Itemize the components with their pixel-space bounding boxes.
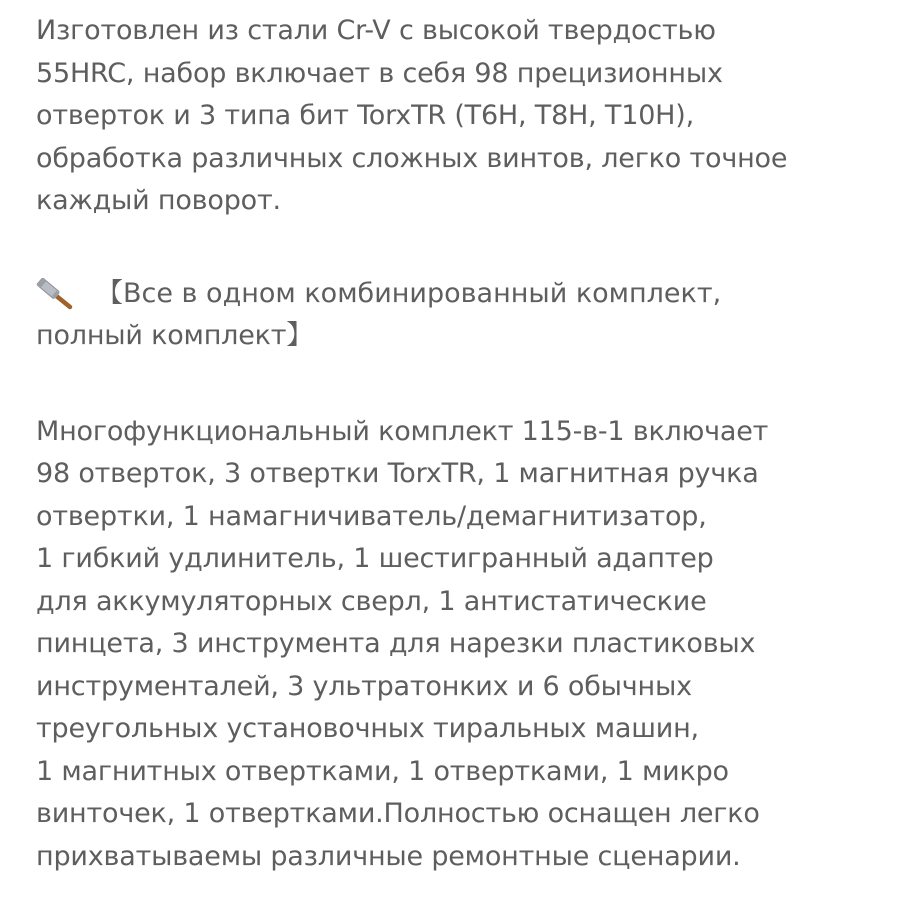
paragraph-spacer — [36, 358, 886, 411]
text-line: треугольных установочных тиральных машин, — [36, 713, 699, 744]
text-line: инструменталей, 3 ультратонких и 6 обычных — [36, 670, 692, 702]
heading-text: 【Все в одном комбинированный комплект, — [96, 277, 722, 309]
section-heading — [36, 273, 886, 358]
text-line: 1 гибкий удлинитель, 1 шестигранный адаптер — [36, 543, 714, 574]
text-line: прихватываемы различные ремонтные сценарии. — [36, 840, 741, 872]
text-line: отвертки, 1 намагничиватель/демагнитизатор, — [36, 500, 707, 532]
paragraph-spacer — [36, 223, 886, 273]
paragraph-material — [36, 10, 886, 223]
text-line: пинцета, 3 инструмента для нарезки пластиковых — [36, 628, 756, 659]
text-line: Изготовлен из стали Cr-V с высокой твердостью — [36, 15, 716, 46]
text-line: обработка различных сложных винтов, легко точное — [36, 142, 788, 174]
text-line: 98 отверток, 3 отвертки TorxTR, 1 магнитная ручка — [36, 458, 759, 489]
text-line: каждый поворот. — [36, 185, 281, 216]
product-description — [36, 10, 886, 878]
text-line: отверток и 3 типа бит TorxTR (T6H, T8H, T10H), — [36, 100, 694, 131]
text-line: винточек, 1 отвертками.Полностью оснащен легко — [36, 798, 760, 829]
text-line: Многофункциональный комплект 115-в-1 включает — [36, 415, 769, 447]
paragraph-kit-contents — [36, 411, 886, 879]
text-line: 1 магнитных отвертками, 1 отвертками, 1 микро — [36, 755, 729, 787]
hammer-icon — [36, 278, 74, 310]
heading-line-2: полный комплект】 — [36, 320, 314, 351]
text-line: для аккумуляторных сверл, 1 антистатические — [36, 585, 707, 617]
heading-line-1 — [36, 273, 886, 316]
text-line: 55HRC, набор включает в себя 98 прецизионных — [36, 57, 723, 89]
